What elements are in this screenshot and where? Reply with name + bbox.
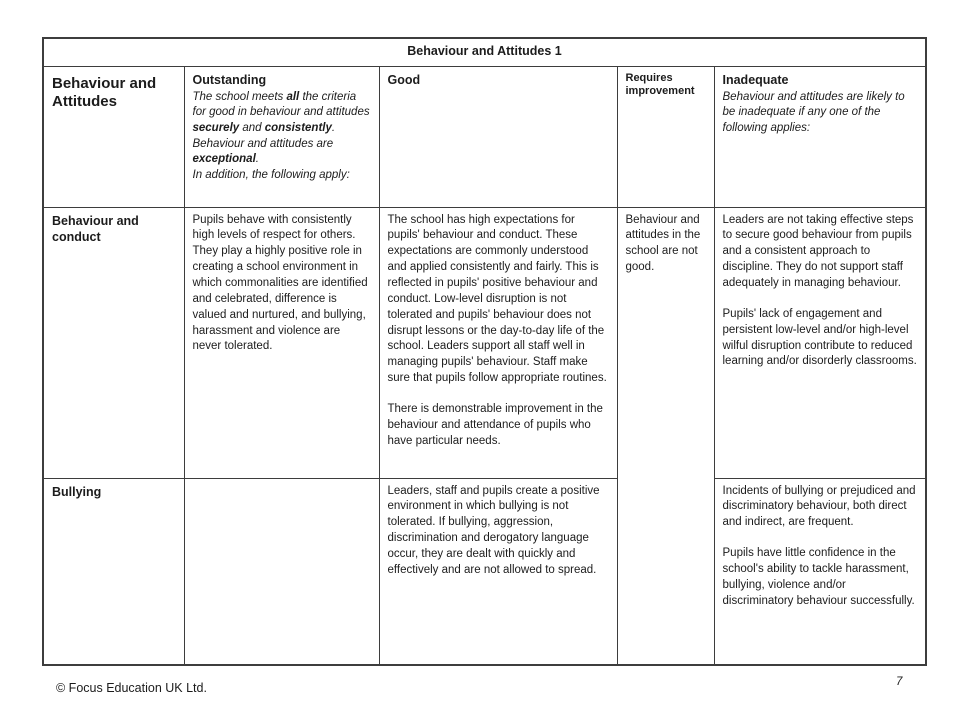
header-good	[379, 66, 617, 207]
row-behaviour-and-conduct	[43, 207, 926, 478]
cell-behaviour-conduct-good: The school has high expectations for pupils' behaviour and conduct. These expectations are commonly understood and applied consistently and fairly. This is reflected in pupils' positive behaviour and conduct. Low-level disruption is not tolerated and pupils' behaviour does not disrupt lessons or the day-to-day life of the school. Leaders support all staff well in managing pupils' behaviour. Staff make sure that pupils follow appropriate routines. There is demonstrable improvement in the behaviour and attendance of pupils who have particular needs.	[379, 207, 617, 478]
header-outstanding	[184, 66, 379, 207]
header-requires-improvement-label: Requires improvement	[625, 71, 695, 98]
behaviour-attitudes-criteria-table	[42, 37, 927, 666]
outstanding-desc-sentence-3: In addition, the following apply:	[192, 168, 350, 181]
row-bullying	[43, 478, 926, 665]
cell-bullying-good: Leaders, staff and pupils create a positive environment in which bullying is not tolerated. If bullying, aggression, discrimination and derogatory language occur, they are dealt with quickly and effectively and are not allowed to spread.	[379, 478, 617, 665]
header-requires-improvement	[617, 66, 714, 207]
table-title-row	[43, 38, 926, 66]
cell-behaviour-conduct-label: Behaviour and conduct	[43, 207, 184, 478]
outstanding-desc-sentence-1: The school meets all the criteria for good in behaviour and attitudes securely and consistently.	[192, 90, 370, 134]
header-inadequate-label: Inadequate	[722, 72, 789, 87]
table-title: Behaviour and Attitudes 1	[43, 38, 926, 66]
header-behaviour-and-attitudes	[43, 66, 184, 207]
header-outstanding-description	[193, 90, 371, 184]
header-inadequate	[714, 66, 926, 207]
header-good-label: Good	[387, 72, 421, 87]
header-inadequate-description: Behaviour and attitudes are likely to be inadequate if any one of the following applies:	[722, 90, 905, 134]
cell-behaviour-conduct-outstanding: Pupils behave with consistently high levels of respect for others. They play a highly positive role in creating a school environment in which commonalities are identified and celebrated, difference is valued and nurtured, and bullying, harassment and violence are never tolerated.	[184, 207, 379, 478]
cell-bullying-outstanding-empty	[184, 478, 379, 665]
cell-bullying-label: Bullying	[43, 478, 184, 665]
outstanding-desc-sentence-2: Behaviour and attitudes are exceptional.	[192, 137, 334, 166]
header-behaviour-and-attitudes-label: Behaviour and Attitudes	[52, 74, 157, 111]
cell-requires-improvement-merged: Behaviour and attitudes in the school are not good.	[617, 207, 714, 665]
table-header-row	[43, 66, 926, 207]
cell-behaviour-conduct-inadequate: Leaders are not taking effective steps to secure good behaviour from pupils and a consistent approach to discipline. They do not support staff adequately in managing behaviour. Pupils' lack of engagement and persistent low-level and/or high-level wilful disruption contribute to reduced learning and/or disorderly classrooms.	[714, 207, 926, 478]
cell-bullying-inadequate: Incidents of bullying or prejudiced and discriminatory behaviour, both direct and indirect, are frequent. Pupils have little confidence in the school's ability to tackle harassment, bullying, violence and/or discriminatory behaviour successfully.	[714, 478, 926, 665]
footer-copyright: © Focus Education UK Ltd.	[56, 681, 207, 695]
page-number: 7	[896, 676, 903, 688]
header-outstanding-label: Outstanding	[192, 72, 267, 87]
